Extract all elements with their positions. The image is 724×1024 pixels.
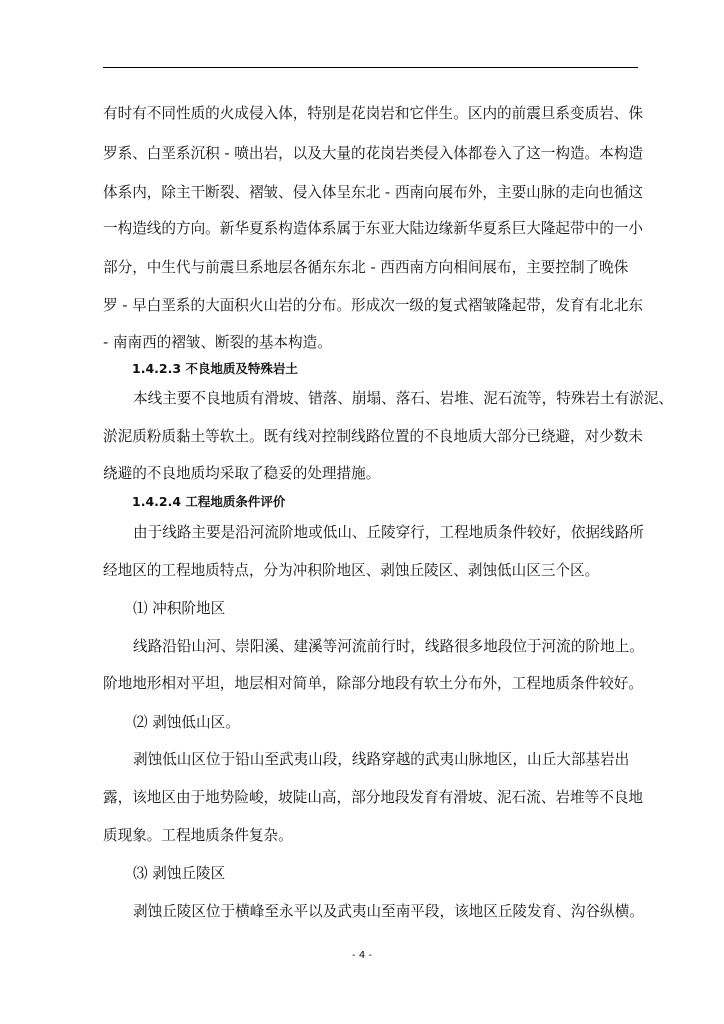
paragraph-line: 露，该地区由于地势险峻，坡陡山高，部分地段发育有滑坡、泥石流、岩堆等不良地	[103, 789, 643, 806]
list-item-hilly-area: ⑶ 剥蚀丘陵区	[133, 865, 226, 882]
paragraph-line: - 南南西的褶皱、断裂的基本构造。	[103, 334, 332, 351]
page-number: - 4 -	[352, 950, 372, 961]
paragraph-line: 淤泥质粉质黏土等软土。既有线对控制线路位置的不良地质大部分已绕避，对少数未	[103, 428, 643, 445]
paragraph-line: 阶地地形相对平坦，地层相对简单，除部分地段有软土分布外，工程地质条件较好。	[103, 675, 643, 692]
paragraph-line: 体系内，除主干断裂、褶皱、侵入体呈东北 - 西南向展布外，主要山脉的走向也循这	[103, 184, 643, 201]
paragraph-line: 质现象。工程地质条件复杂。	[103, 827, 293, 844]
paragraph-line: 剥蚀低山区位于铅山至武夷山段，线路穿越的武夷山脉地区，山丘大部基岩出	[133, 751, 630, 768]
paragraph-line: 罗系、白垩系沉积 - 喷出岩，以及大量的花岗岩类侵入体都卷入了这一构造。本构造	[103, 145, 643, 162]
header-rule	[103, 67, 638, 68]
paragraph-line: 有时有不同性质的火成侵入体，特别是花岗岩和它伴生。区内的前震旦系变质岩、侏	[103, 105, 643, 122]
paragraph-line: 绕避的不良地质均采取了稳妥的处理措施。	[103, 465, 381, 482]
paragraph-line: 剥蚀丘陵区位于横峰至永平以及武夷山至南平段，该地区丘陵发育、沟谷纵横。	[133, 903, 644, 920]
paragraph-line: 本线主要不良地质有滑坡、错落、崩塌、落石、岩堆、泥石流等，特殊岩土有淤泥、	[133, 390, 673, 407]
list-item-low-mountain: ⑵ 剥蚀低山区。	[133, 714, 240, 731]
paragraph-line: 罗 - 早白垩系的大面积火山岩的分布。形成次一级的复式褶皱隆起带，发育有北北东	[103, 297, 643, 314]
section-heading-1-4-2-4: 1.4.2.4 工程地质条件评价	[132, 494, 286, 509]
paragraph-line: 经地区的工程地质特点，分为冲积阶地区、剥蚀丘陵区、剥蚀低山区三个区。	[103, 562, 600, 579]
paragraph-line: 一构造线的方向。新华夏系构造体系属于东亚大陆边缘新华夏系巨大隆起带中的一小	[103, 220, 643, 237]
paragraph-line: 由于线路主要是沿河流阶地或低山、丘陵穿行，工程地质条件较好，依据线路所	[133, 524, 644, 541]
paragraph-line: 部分，中生代与前震旦系地层各循东东北 - 西西南方向相间展布，主要控制了晚侏	[103, 259, 629, 276]
paragraph-line: 线路沿铅山河、崇阳溪、建溪等河流前行时，线路很多地段位于河流的阶地上。	[133, 638, 644, 655]
section-heading-1-4-2-3: 1.4.2.3 不良地质及特殊岩土	[132, 361, 298, 376]
list-item-alluvial-terrace: ⑴ 冲积阶地区	[133, 600, 226, 617]
